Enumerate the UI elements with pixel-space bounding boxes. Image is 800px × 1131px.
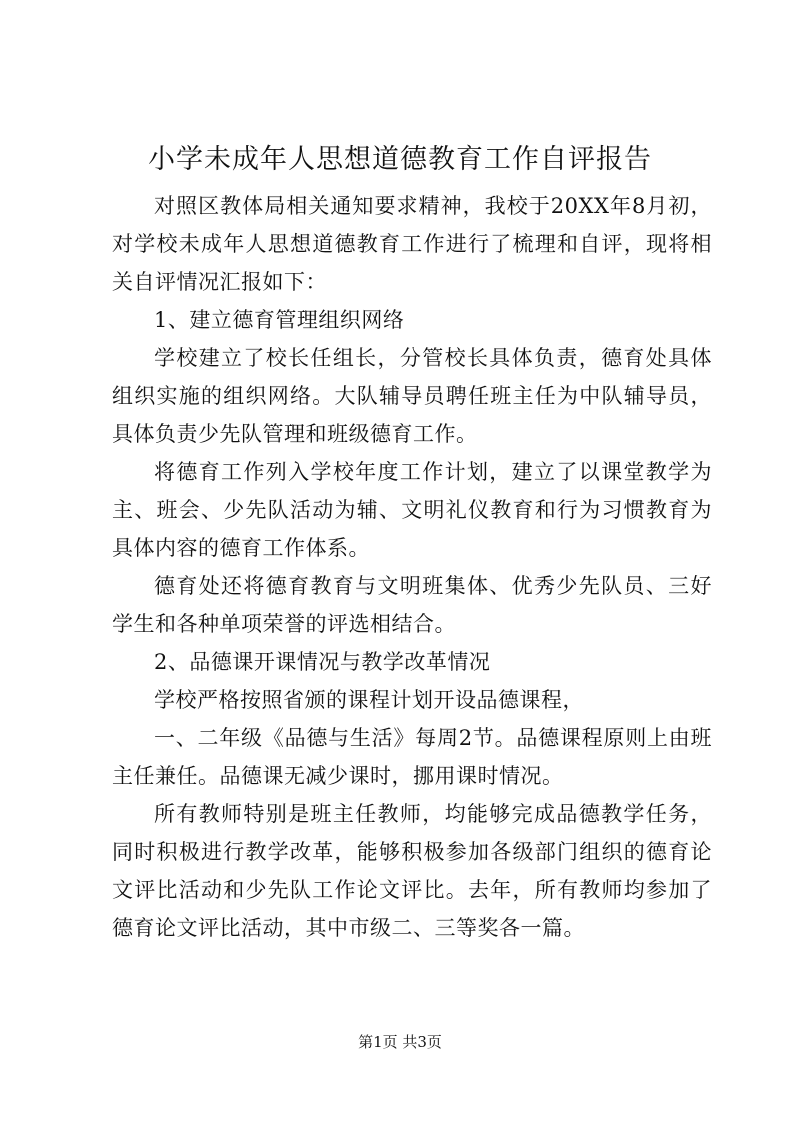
body-paragraph: 一、二年级《品德与生活》每周2节。品德课程原则上由班主任兼任。品德课无减少课时，挪用课时情况。 [112,726,712,788]
document-body [112,187,712,947]
section-heading-1: 1、建立德育管理组织网络 [154,308,405,332]
body-paragraph: 学校建立了校长任组长，分管校长具体负责，德育处具体组织实施的组织网络。大队辅导员聘任班主任为中队辅导员，具体负责少先队管理和班级德育工作。 [112,346,712,446]
body-paragraph: 将德育工作列入学校年度工作计划，建立了以课堂教学为主、班会、少先队活动为辅、文明礼仪教育和行为习惯教育为具体内容的德育工作体系。 [112,460,712,560]
section-heading-2: 2、品德课开课情况与教学改革情况 [154,650,491,674]
body-paragraph: 德育处还将德育教育与文明班集体、优秀少先队员、三好学生和各种单项荣誉的评选相结合。 [112,574,712,636]
body-paragraph: 所有教师特别是班主任教师，均能够完成品德教学任务，同时积极进行教学改革，能够积极参加各级部门组织的德育论文评比活动和少先队工作论文评比。去年，所有教师均参加了德育论文评比活动，其中市级二、三等奖各一篇。 [112,802,712,940]
body-paragraph: 学校严格按照省颁的课程计划开设品德课程， [154,688,584,712]
page-number-footer: 第1页 共3页 [358,1033,442,1051]
intro-paragraph: 对照区教体局相关通知要求精神，我校于20XX年8月初，对学校未成年人思想道德教育工作进行了梳理和自评，现将相关自评情况汇报如下： [112,194,712,294]
document-title: 小学未成年人思想道德教育工作自评报告 [148,144,652,175]
